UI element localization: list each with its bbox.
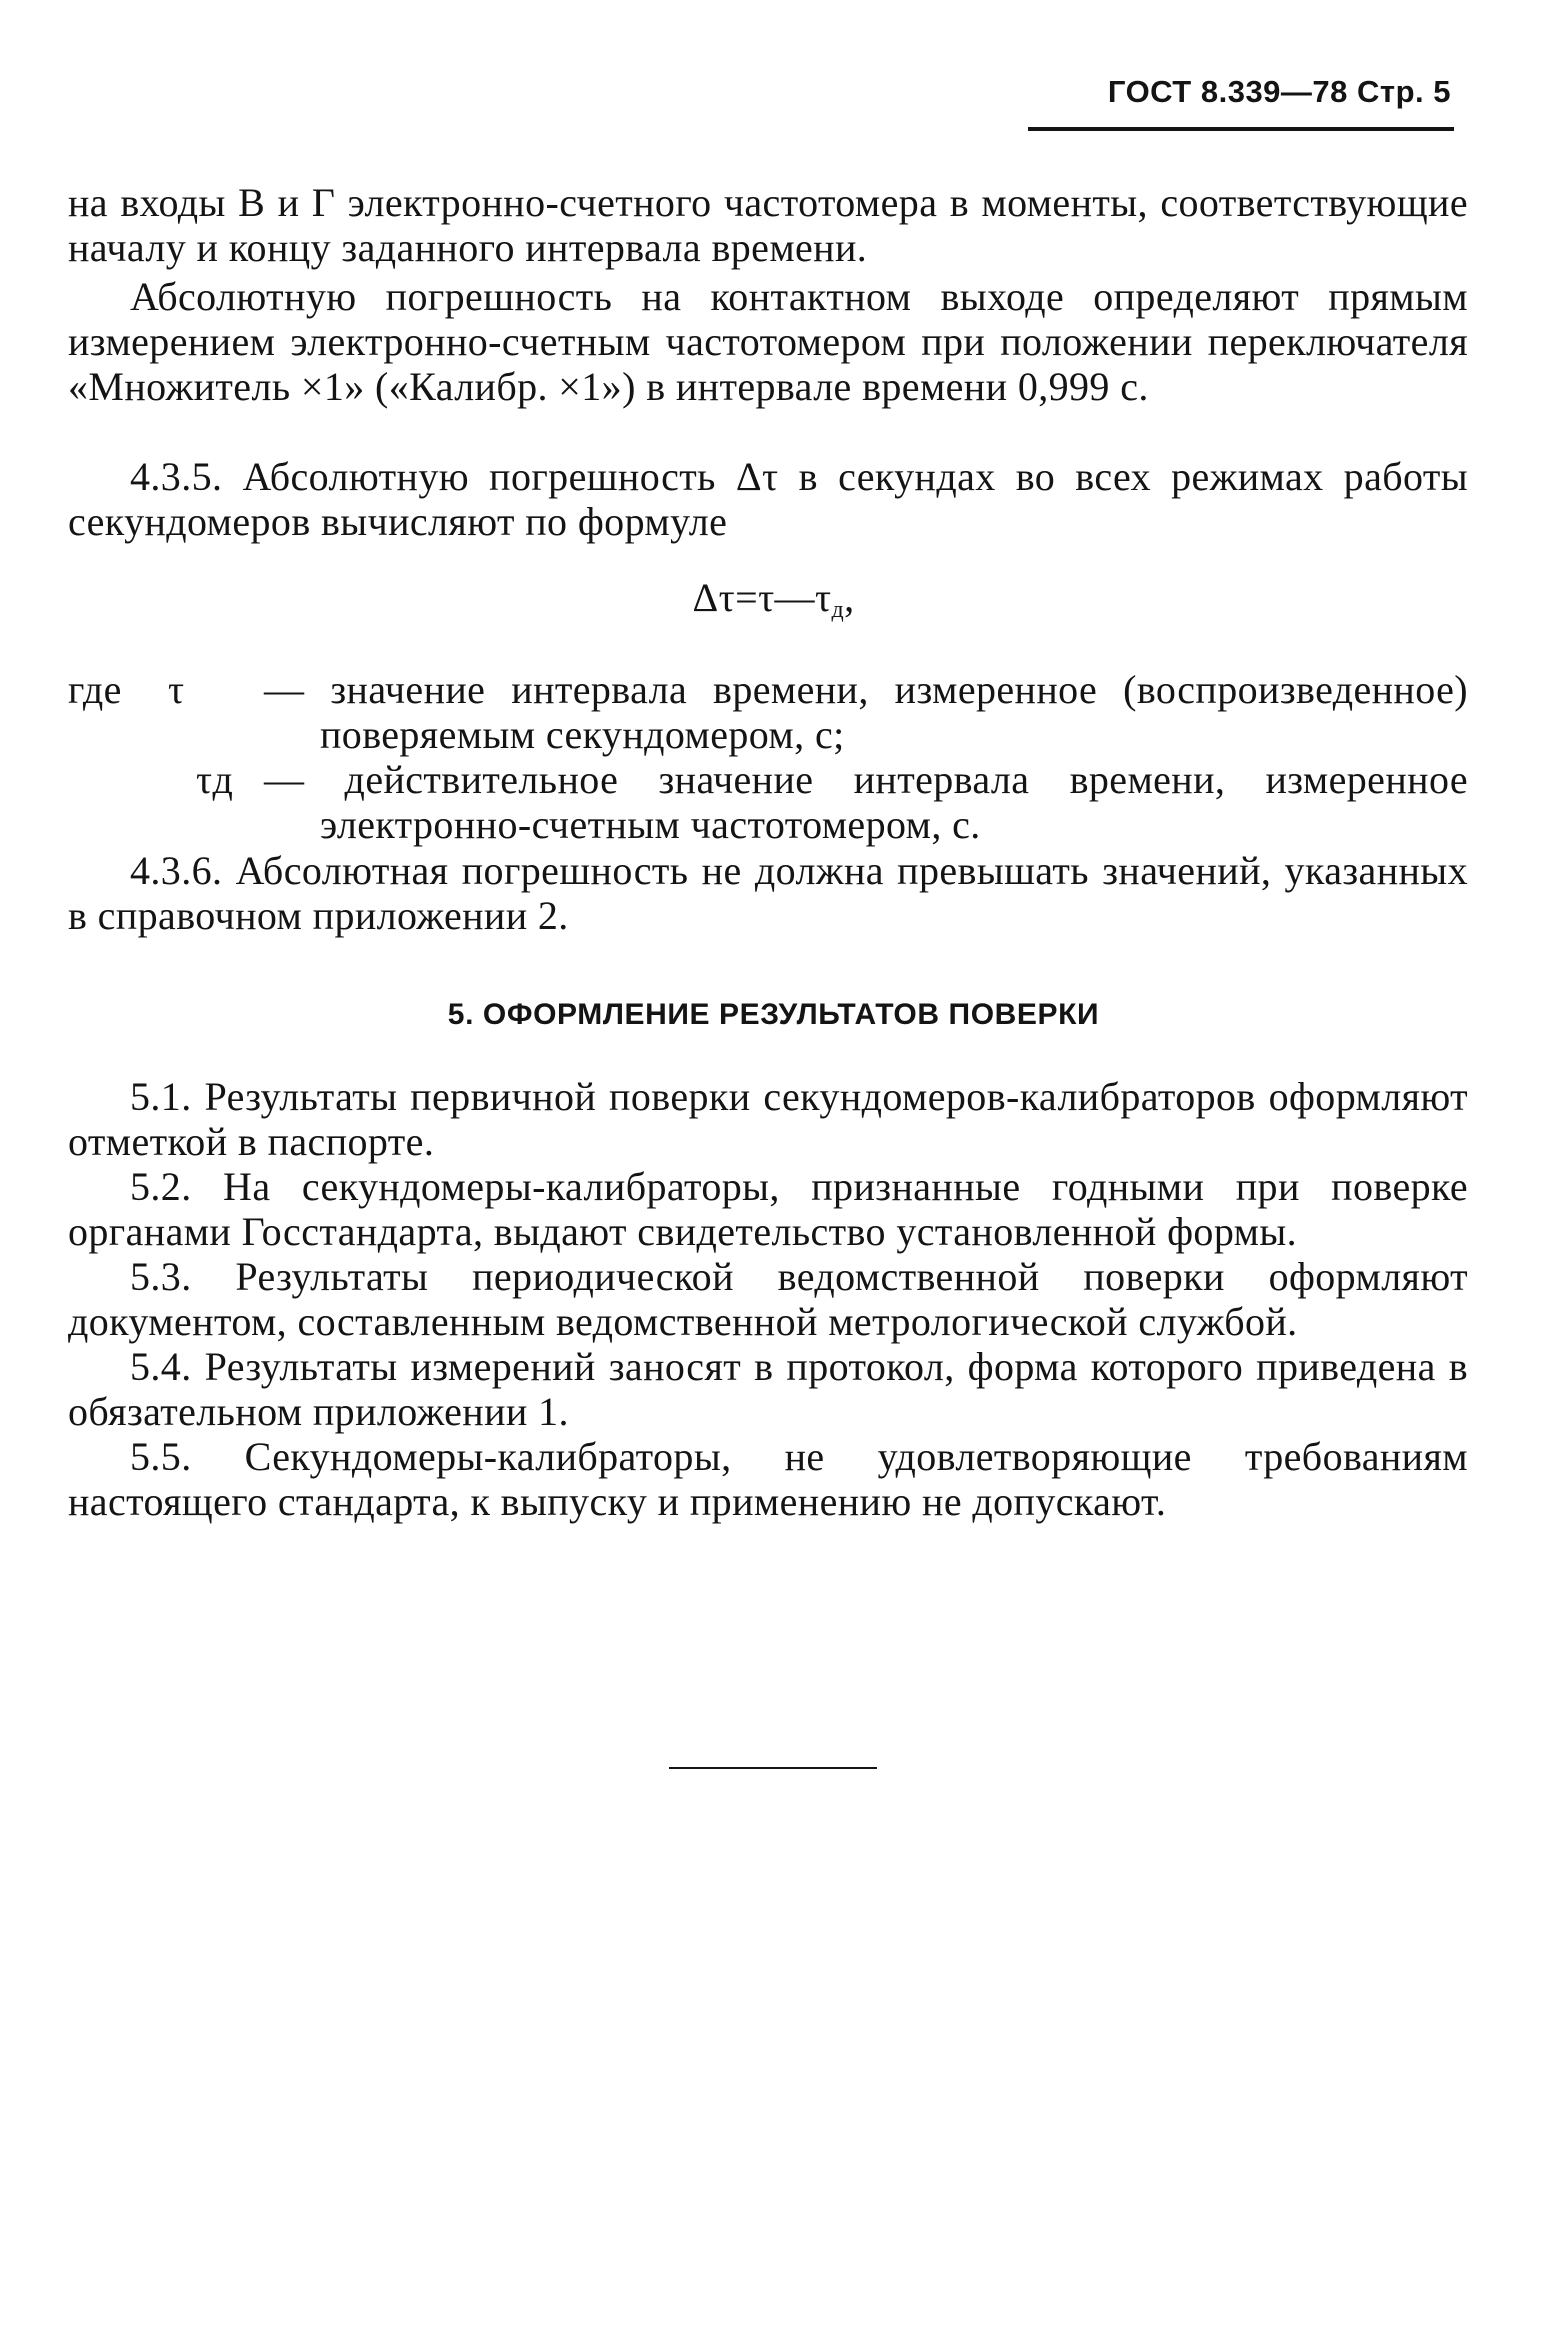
- where-symbol: τд: [196, 757, 234, 802]
- paragraph-text: 4.3.5. Абсолютную погрешность Δτ в секундах во всех режимах работы секундомеров вычисляют по формуле: [68, 454, 1468, 544]
- section-heading: 5. ОФОРМЛЕНИЕ РЕЗУЛЬТАТОВ ПОВЕРКИ: [447, 998, 1100, 1031]
- paragraph-contact-output: [68, 274, 1468, 409]
- page-header: ГОСТ 8.339—78 Стр. 5: [1107, 74, 1451, 109]
- section-item: 5.1. Результаты первичной поверки секундомеров-калибраторов оформляют отметкой в паспорте.: [68, 1074, 1468, 1164]
- section-item: 5.4. Результаты измерений заносят в протокол, форма которого приведена в обязательном приложении 1.: [68, 1344, 1468, 1434]
- where-label: где: [68, 667, 122, 712]
- error-formula: [0, 575, 1547, 633]
- section-item: 5.5. Секундомеры-калибраторы, не удовлетворяющие требованиям настоящего стандарта, к выпуску и применению не допускают.: [68, 1434, 1468, 1524]
- where-symbol: τ: [168, 667, 185, 712]
- paragraph-text: на входы В и Г электронно-счетного частотомера в моменты, соответствующие началу и концу заданного интервала времени.: [68, 180, 1468, 270]
- formula-trail: ,: [844, 575, 855, 620]
- where-clause: [68, 667, 1468, 847]
- header-rule: [1028, 127, 1454, 131]
- formula-subscript: д: [831, 597, 845, 623]
- paragraph-4-3-5: [68, 454, 1468, 544]
- where-description: — значение интервала времени, измеренное (воспроизведенное) поверяемым секундомером, с;: [264, 667, 1468, 757]
- paragraph-text: 4.3.6. Абсолютная погрешность не должна превышать значений, указанных в справочном приложении 2.: [68, 848, 1468, 938]
- paragraph-continuation: [68, 180, 1468, 270]
- section-item: 5.3. Результаты периодической ведомственной поверки оформляют документом, составленным ведомственной метрологической службой.: [68, 1254, 1468, 1344]
- paragraph-text: Абсолютную погрешность на контактном выходе определяют прямым измерением электронно-счетным частотомером при положении переключателя «Множитель ×1» («Калибр. ×1») в интервале времени 0,999 с.: [68, 274, 1468, 409]
- section-5-items: [68, 1074, 1468, 1524]
- paragraph-4-3-6: [68, 848, 1468, 938]
- where-item: [68, 757, 1468, 847]
- section-item: 5.2. На секундомеры-калибраторы, признанные годными при поверке органами Госстандарта, выдают свидетельство установленной формы.: [68, 1164, 1468, 1254]
- where-description: — действительное значение интервала времени, измеренное электронно-счетным частотомером, с.: [264, 757, 1468, 847]
- formula-main: Δτ=τ—τ: [692, 575, 832, 620]
- where-item: [68, 667, 1468, 757]
- end-rule: [669, 1767, 877, 1769]
